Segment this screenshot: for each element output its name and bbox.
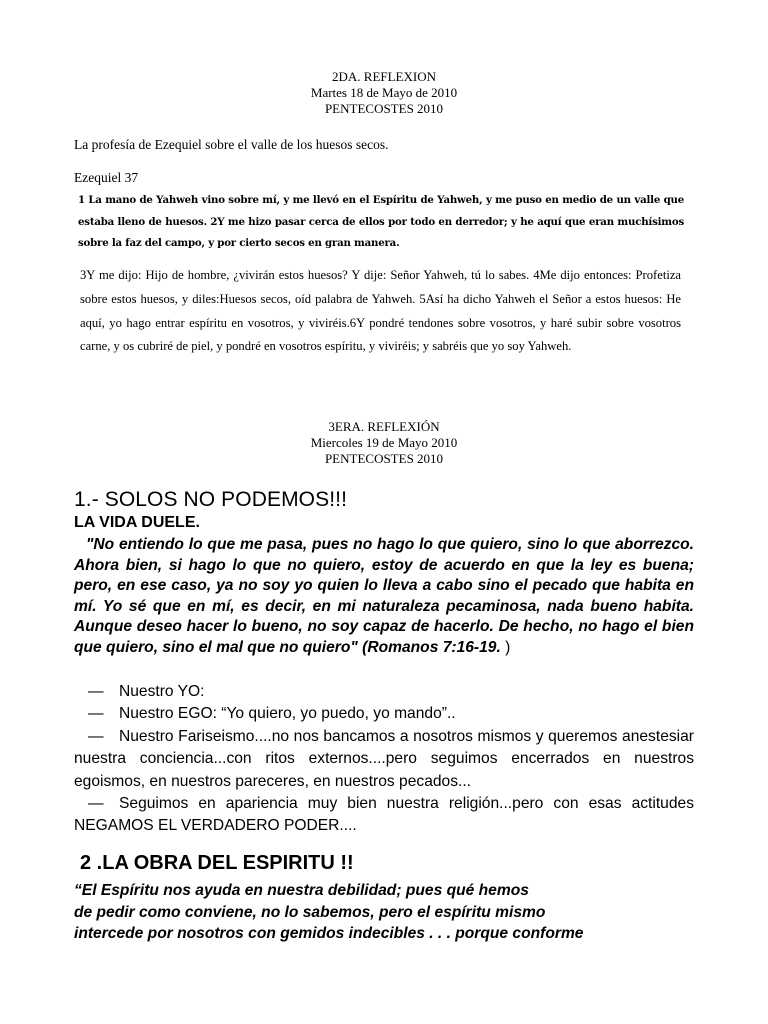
reflection-3-header — [0, 419, 768, 467]
reflection-2-season: PENTECOSTES 2010 — [324, 101, 444, 116]
section-1-heading: 1.- SOLOS NO PODEMOS!!! — [74, 488, 348, 511]
book-reference: Ezequiel 37 — [74, 170, 139, 185]
section-1-subheading: LA VIDA DUELE. — [74, 514, 200, 531]
romans-quote — [74, 535, 694, 659]
reflection-2-header — [0, 69, 768, 117]
dash-marker: — — [88, 683, 104, 700]
intro-text: La profesía de Ezequiel sobre el valle de los huesos secos. — [74, 137, 389, 152]
dash-marker: — — [88, 705, 104, 723]
spirit-quote — [74, 880, 583, 945]
section-2-heading: 2 .LA OBRA DEL ESPIRITU !! — [80, 852, 354, 874]
reflection-3-title: 3ERA. REFLEXIÓN — [328, 419, 440, 434]
dash-marker: — — [88, 727, 104, 745]
verse-block-1 — [78, 190, 684, 255]
romans-quote-paragraph — [74, 535, 694, 659]
spirit-quote-line: “El Espíritu nos ayuda en nuestra debilidad; pues qué hemos — [74, 882, 529, 899]
bullet-text: Nuestro YO: — [119, 683, 205, 700]
dash-marker: — — [88, 795, 104, 813]
list-item — [74, 703, 694, 725]
romans-quote-text: "No entiendo lo que me pasa, pues no hago lo que quiero, sino lo que aborrezco. Ahora bien, si hago lo que no quiero, estoy de acuerdo en que la ley es buena; pero, en ese caso, ya no soy yo quien lo lleva a cabo sino el pecado que habita en mí. Yo sé que en mí, es decir, en mi naturaleza pecaminosa, nada bueno habita. Aunque deseo hacer lo bueno, no soy capaz de hacerlo. De hecho, no hago el bien que quiero, sino el mal que no quiero" — [74, 536, 694, 656]
reflection-3-date: Miercoles 19 de Mayo 2010 — [310, 435, 458, 450]
romans-reference-close: ) — [500, 638, 511, 656]
list-item — [74, 793, 694, 838]
reflection-2-date: Martes 18 de Mayo de 2010 — [310, 85, 458, 100]
verse-block-2 — [80, 264, 681, 359]
verse-1-text: 1 La mano de Yahweh vino sobre mí, y me llevó en el Espíritu de Yahweh, y me puso en medio de un valle que estaba lleno de huesos. 2Y me hizo pasar cerca de ellos por todo en derredor; y he aquí que eran muchísimos sobre la faz del campo, y por cierto secos en gran manera. — [78, 194, 684, 249]
spirit-quote-line: de pedir como conviene, no lo sabemos, pero el espíritu mismo — [74, 903, 546, 921]
reflection-3-season: PENTECOSTES 2010 — [324, 451, 444, 466]
bullet-text: Nuestro EGO: “Yo quiero, yo puedo, yo mando”.. — [119, 705, 456, 723]
reflection-2-title: 2DA. REFLEXION — [332, 69, 436, 84]
bullet-text: Nuestro Fariseismo....no nos bancamos a nosotros mismos y queremos anestesiar nuestra conciencia...con ritos externos....pero seguimos encerrados en nuestros egoismos, en nuestros pareceres, en nuestros pecados... — [74, 727, 694, 790]
bullet-list — [74, 681, 694, 838]
list-item — [74, 681, 694, 703]
verse-2-text: 3Y me dijo: Hijo de hombre, ¿vivirán estos huesos? Y dije: Señor Yahweh, tú lo sabes. 4Me dijo entonces: Profetiza sobre estos huesos, y diles:Huesos secos, oíd palabra de Yahweh. 5Así ha dicho Yahweh el Señor a estos huesos: He aquí, yo hago entrar espíritu en vosotros, y viviréis.6Y pondré tendones sobre vosotros, y haré subir sobre vosotros carne, y os cubriré de piel, y pondré en vosotros espíritu, y viviréis; y sabréis que yo soy Yahweh. — [80, 268, 681, 354]
bullet-text: Seguimos en apariencia muy bien nuestra religión...pero con esas actitudes NEGAMOS EL VERDADERO PODER.... — [74, 795, 694, 835]
romans-reference: (Romanos 7:16-19. — [362, 638, 501, 656]
spirit-quote-line: intercede por nosotros con gemidos indecibles . . . porque conforme — [74, 925, 584, 942]
list-item — [74, 726, 694, 793]
